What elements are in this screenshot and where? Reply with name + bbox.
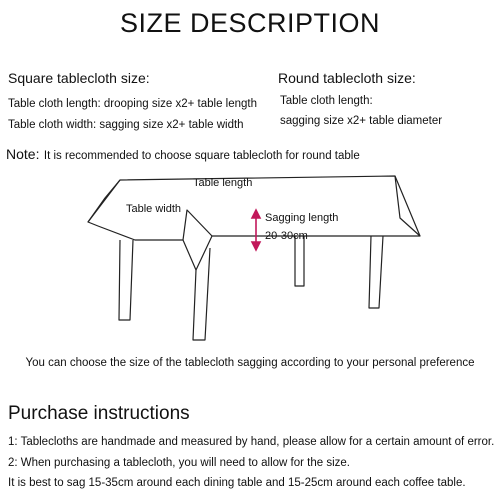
round-length-formula: sagging size x2+ table diameter xyxy=(280,115,443,127)
table-leg-front-left xyxy=(193,248,210,340)
table-length-label: Table length xyxy=(193,177,253,189)
table-leg-back-right xyxy=(295,236,304,286)
table-leg-back-left xyxy=(119,240,133,320)
diagram-caption: You can choose the size of the tablecloth sagging according to your personal preference xyxy=(25,357,475,369)
purchase-heading: Purchase instructions xyxy=(8,403,190,424)
table-width-label: Table width xyxy=(126,203,182,215)
note-text: It is recommended to choose square tablecloth for round table xyxy=(43,150,360,162)
purchase-item-3: It is best to sag 15-35cm around each dining table and 15-25cm around each coffee table. xyxy=(8,477,466,489)
round-heading: Round tablecloth size: xyxy=(278,70,416,86)
sagging-arrow xyxy=(252,210,260,250)
page-title: SIZE DESCRIPTION xyxy=(119,8,381,38)
sagging-length-label: Sagging length xyxy=(265,212,339,224)
square-length-formula: Table cloth length: drooping size x2+ table length xyxy=(8,98,258,110)
tablecloth-fold-front xyxy=(183,210,212,240)
note-label: Note: xyxy=(6,146,40,162)
purchase-item-1: 1: Tablecloths are handmade and measured by hand, please allow for a certain amount of error. xyxy=(8,436,495,448)
square-width-formula: Table cloth width: sagging size x2+ table width xyxy=(8,119,244,131)
square-heading: Square tablecloth size: xyxy=(8,70,150,86)
sagging-range-label: 20-30cm xyxy=(265,230,308,242)
round-length-label: Table cloth length: xyxy=(280,95,373,107)
table-leg-front-right xyxy=(369,236,383,308)
purchase-item-2: 2: When purchasing a tablecloth, you will need to allow for the size. xyxy=(8,457,350,469)
